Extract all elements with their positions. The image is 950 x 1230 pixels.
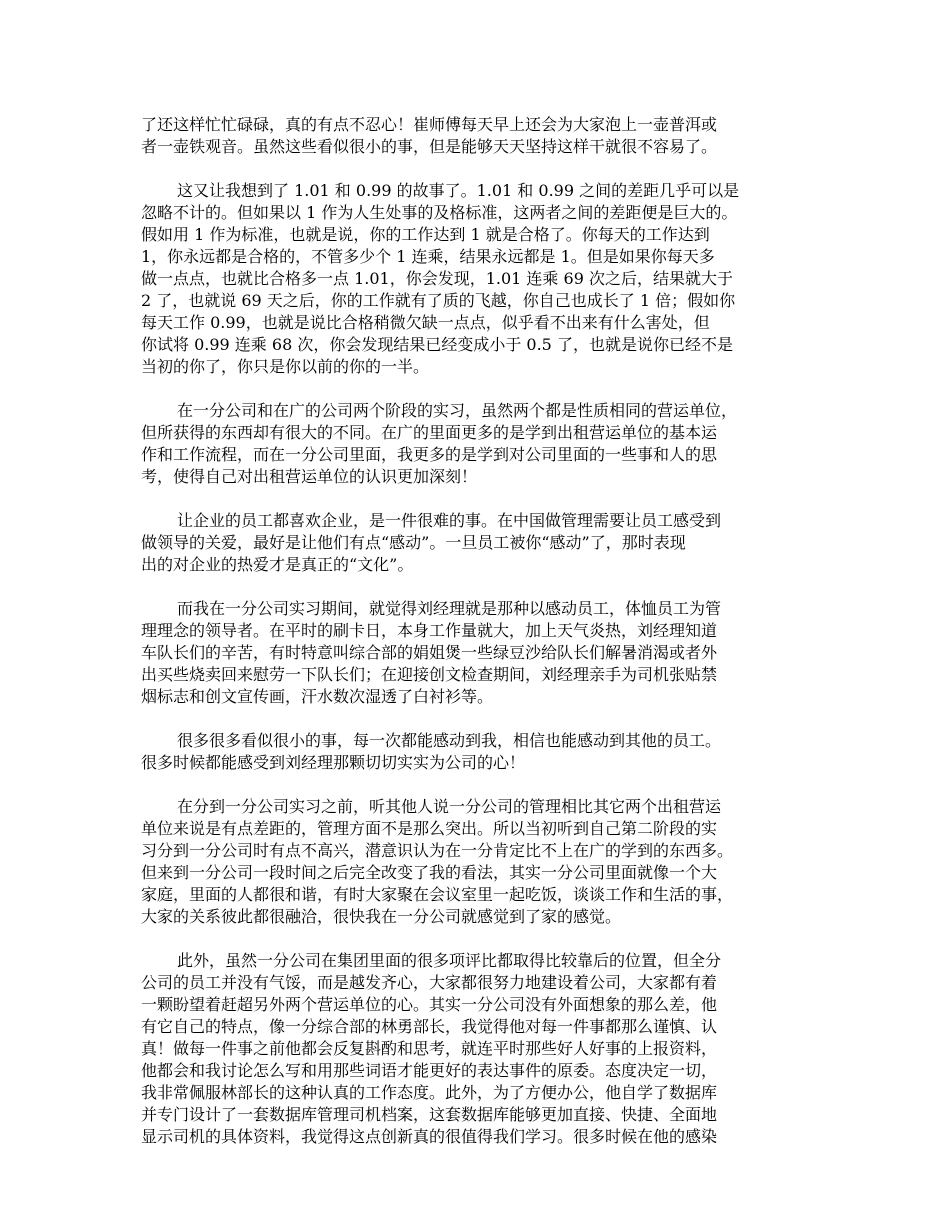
text-line: 考，使得自己对出租营运单位的认识更加深刻！: [141, 467, 478, 486]
text-line: 这又让我想到了 1.01 和 0.99 的故事了。1.01 和 0.99 之间的差距几乎可以是: [177, 181, 740, 200]
text-line: 但所获得的东西却有很大的不同。在广的里面更多的是学到出租营运单位的基本运: [141, 423, 718, 442]
text-line: 此外，虽然一分公司在集团里面的很多项评比都取得比较靠后的位置，但全分: [177, 951, 722, 970]
text-line: 公司的员工并没有气馁，而是越发齐心，大家都很努力地建设着公司，大家都有着: [141, 973, 718, 992]
text-line: 真！做每一件事之前他都会反复斟酌和思考，就连平时那些好人好事的上报资料，: [141, 1039, 718, 1058]
text-line: 每天工作 0.99，也就是说比合格稍微欠缺一点点，似乎看不出来有什么害处，但: [141, 313, 710, 332]
text-line: 1，你永远都是合格的，不管多少个 1 连乘，结果永远都是 1。但是如果你每天多: [141, 247, 715, 266]
text-line: 你试将 0.99 连乘 68 次，你会发现结果已经变成小于 0.5 了，也就是说你已经不是: [141, 335, 733, 354]
text-line: 而我在一分公司实习期间，就觉得刘经理就是那种以感动员工，体恤员工为管: [177, 599, 722, 618]
paragraph: [141, 796, 821, 928]
text-line: 了还这样忙忙碌碌，真的有点不忍心！崔师傅每天早上还会为大家泡上一壶普洱或: [141, 115, 718, 134]
text-line: 单位来说是有点差距的，管理方面不是那么突出。所以当初听到自己第二阶段的实: [141, 819, 718, 838]
paragraph: [141, 598, 821, 708]
text-line: 一颗盼望着赶超另外两个营运单位的心。其实一分公司没有外面想象的那么差，他: [141, 995, 718, 1014]
paragraph: [141, 114, 821, 158]
text-line: 我非常佩服林部长的这种认真的工作态度。此外，为了方便办公，他自学了数据库: [141, 1083, 718, 1102]
text-line: 出买些烧卖回来慰劳一下队长们；在迎接创文检查期间，刘经理亲手为司机张贴禁: [141, 665, 718, 684]
text-line: 烟标志和创文宣传画，汗水数次湿透了白衬衫等。: [141, 687, 494, 706]
text-line: 者一壶铁观音。虽然这些看似很小的事，但是能够天天坚持这样干就很不容易了。: [141, 137, 718, 156]
text-line: 出的对企业的热爱才是真正的“文化”。: [141, 555, 414, 574]
text-line: 2 了，也就说 69 天之后，你的工作就有了质的飞越，你自己也成长了 1 倍；假如你: [141, 291, 736, 310]
text-line: 在一分公司和在广的公司两个阶段的实习，虽然两个都是性质相同的营运单位，: [177, 401, 738, 420]
text-line: 理理念的领导者。在平时的刷卡日，本身工作量就大，加上天气炎热，刘经理知道: [141, 621, 718, 640]
text-line: 忽略不计的。但如果以 1 作为人生处事的及格标准，这两者之间的差距便是巨大的。: [141, 203, 738, 222]
text-line: 车队长们的辛苦，有时特意叫综合部的娟姐煲一些绿豆沙给队长们解暑消渴或者外: [141, 643, 718, 662]
paragraph: [141, 730, 821, 774]
text-line: 并专门设计了一套数据库管理司机档案，这套数据库能够更加直接、快捷、全面地: [141, 1105, 718, 1124]
paragraph: [141, 400, 821, 488]
text-line: 家庭，里面的人都很和谐，有时大家聚在会议室里一起吃饭，谈谈工作和生活的事，: [141, 885, 734, 904]
document-body: [141, 114, 821, 1170]
text-line: 显示司机的具体资料，我觉得这点创新真的很值得我们学习。很多时候在他的感染: [141, 1127, 718, 1146]
text-line: 做领导的关爱，最好是让他们有点“感动”。一旦员工被你“感动”了，那时表现: [141, 533, 686, 552]
paragraph: [141, 510, 821, 576]
text-line: 让企业的员工都喜欢企业，是一件很难的事。在中国做管理需要让员工感受到: [177, 511, 722, 530]
paragraph: [141, 180, 821, 378]
paragraph: [141, 950, 821, 1148]
text-line: 大家的关系彼此都很融洽，很快我在一分公司就感觉到了家的感觉。: [141, 907, 622, 926]
text-line: 很多时候都能感受到刘经理那颗切切实实为公司的心！: [141, 753, 526, 772]
text-line: 但来到一分公司一段时间之后完全改变了我的看法，其实一分公司里面就像一个大: [141, 863, 718, 882]
text-line: 习分到一分公司时有点不高兴，潜意识认为在一分肯定比不上在广的学到的东西多。: [141, 841, 734, 860]
text-line: 作和工作流程，而在一分公司里面，我更多的是学到对公司里面的一些事和人的思: [141, 445, 718, 464]
text-line: 当初的你了，你只是你以前的你的一半。: [141, 357, 430, 376]
text-line: 他都会和我讨论怎么写和用那些词语才能更好的表达事件的原委。态度决定一切，: [141, 1061, 718, 1080]
text-line: 在分到一分公司实习之前，听其他人说一分公司的管理相比其它两个出租营运: [177, 797, 722, 816]
text-line: 很多很多看似很小的事，每一次都能感动到我，相信也能感动到其他的员工。: [177, 731, 722, 750]
text-line: 做一点点，也就比合格多一点 1.01，你会发现，1.01 连乘 69 次之后，结果就大于: [141, 269, 733, 288]
text-line: 有它自己的特点，像一分综合部的林勇部长，我觉得他对每一件事都那么谨慎、认: [141, 1017, 718, 1036]
text-line: 假如用 1 作为标准，也就是说，你的工作达到 1 就是合格了。你每天的工作达到: [141, 225, 710, 244]
